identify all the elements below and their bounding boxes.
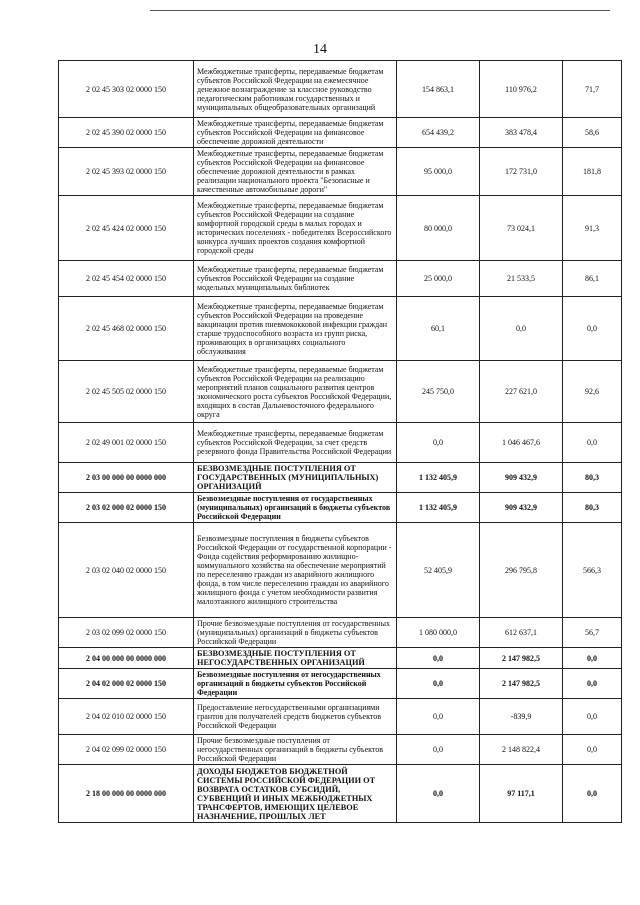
table-row [59, 118, 622, 148]
name-cell: Безвозмездные поступления от государственных (муниципальных) организаций в бюджеты субъектов Российской Федерации [194, 493, 397, 523]
fact-cell: 909 432,9 [480, 463, 563, 493]
plan-cell: 1 132 405,9 [397, 463, 480, 493]
table-row [59, 735, 622, 765]
percent-cell: 86,1 [563, 261, 622, 297]
name-cell: Безвозмездные поступления от негосударственных организаций в бюджеты субъектов Российской Федерации [194, 669, 397, 699]
code-cell: 2 03 02 099 02 0000 150 [59, 618, 194, 648]
plan-cell: 0,0 [397, 669, 480, 699]
name-cell: Прочие безвозмездные поступления от государственных (муниципальных) организаций в бюджеты субъектов Российской Федерации [194, 618, 397, 648]
percent-cell: 92,6 [563, 361, 622, 423]
plan-cell: 0,0 [397, 648, 480, 669]
top-rule [150, 10, 610, 11]
name-cell: Предоставление негосударственными организациями грантов для получателей средств бюджетов субъектов Российской Федерации [194, 699, 397, 735]
percent-cell: 80,3 [563, 463, 622, 493]
table-row [59, 196, 622, 261]
percent-cell: 80,3 [563, 493, 622, 523]
revenue-table [58, 60, 622, 823]
name-cell: БЕЗВОЗМЕЗДНЫЕ ПОСТУПЛЕНИЯ ОТ НЕГОСУДАРСТВЕННЫХ ОРГАНИЗАЦИЙ [194, 648, 397, 669]
plan-cell: 80 000,0 [397, 196, 480, 261]
percent-cell: 181,8 [563, 148, 622, 196]
code-cell: 2 04 02 099 02 0000 150 [59, 735, 194, 765]
fact-cell: 1 046 467,6 [480, 423, 563, 463]
plan-cell: 25 000,0 [397, 261, 480, 297]
name-cell: ДОХОДЫ БЮДЖЕТОВ БЮДЖЕТНОЙ СИСТЕМЫ РОССИЙСКОЙ ФЕДЕРАЦИИ ОТ ВОЗВРАТА ОСТАТКОВ СУБСИДИЙ, СУБВЕНЦИЙ И ИНЫХ МЕЖБЮДЖЕТНЫХ ТРАНСФЕРТОВ, ИМЕЮЩИХ ЦЕЛЕВОЕ НАЗНАЧЕНИЕ, ПРОШЛЫХ ЛЕТ [194, 765, 397, 823]
percent-cell: 0,0 [563, 669, 622, 699]
plan-cell: 0,0 [397, 699, 480, 735]
name-cell: Безвозмездные поступления в бюджеты субъектов Российской Федерации от государственной корпорации - Фонда содействия реформированию жилищно-коммунального хозяйства на обеспечение мероприятий по переселению граждан из аварийного жилищного фонда, в том числе переселению граждан из аварийного жилищного фонда с учетом необходимости развития малоэтажного жилищного строительства [194, 523, 397, 618]
plan-cell: 95 000,0 [397, 148, 480, 196]
code-cell: 2 02 45 454 02 0000 150 [59, 261, 194, 297]
fact-cell: 296 795,8 [480, 523, 563, 618]
name-cell: Межбюджетные трансферты, передаваемые бюджетам субъектов Российской Федерации на ежемесячное денежное вознаграждение за классное руководство педагогическим работникам государственных и муниципальных общеобразовательных организаций [194, 61, 397, 118]
table-row [59, 493, 622, 523]
fact-cell: 97 117,1 [480, 765, 563, 823]
table-row [59, 669, 622, 699]
fact-cell: -839,9 [480, 699, 563, 735]
plan-cell: 245 750,0 [397, 361, 480, 423]
name-cell: Прочие безвозмездные поступления от негосударственных организаций в бюджеты субъектов Российской Федерации [194, 735, 397, 765]
fact-cell: 2 147 982,5 [480, 669, 563, 699]
fact-cell: 383 478,4 [480, 118, 563, 148]
table-body [59, 61, 622, 823]
code-cell: 2 04 02 000 02 0000 150 [59, 669, 194, 699]
code-cell: 2 18 00 000 00 0000 000 [59, 765, 194, 823]
percent-cell: 71,7 [563, 61, 622, 118]
fact-cell: 612 637,1 [480, 618, 563, 648]
fact-cell: 227 621,0 [480, 361, 563, 423]
plan-cell: 0,0 [397, 735, 480, 765]
name-cell: БЕЗВОЗМЕЗДНЫЕ ПОСТУПЛЕНИЯ ОТ ГОСУДАРСТВЕННЫХ (МУНИЦИПАЛЬНЫХ) ОРГАНИЗАЦИЙ [194, 463, 397, 493]
fact-cell: 21 533,5 [480, 261, 563, 297]
code-cell: 2 03 02 000 02 0000 150 [59, 493, 194, 523]
table-row [59, 618, 622, 648]
name-cell: Межбюджетные трансферты, передаваемые бюджетам субъектов Российской Федерации на финансовое обеспечение дорожной деятельности [194, 118, 397, 148]
percent-cell: 0,0 [563, 699, 622, 735]
table-row [59, 297, 622, 361]
plan-cell: 1 080 000,0 [397, 618, 480, 648]
percent-cell: 0,0 [563, 423, 622, 463]
code-cell: 2 03 02 040 02 0000 150 [59, 523, 194, 618]
percent-cell: 0,0 [563, 297, 622, 361]
code-cell: 2 02 45 505 02 0000 150 [59, 361, 194, 423]
percent-cell: 0,0 [563, 765, 622, 823]
code-cell: 2 04 02 010 02 0000 150 [59, 699, 194, 735]
name-cell: Межбюджетные трансферты, передаваемые бюджетам субъектов Российской Федерации, за счет средств резервного фонда Правительства Российской Федерации [194, 423, 397, 463]
code-cell: 2 02 45 303 02 0000 150 [59, 61, 194, 118]
code-cell: 2 02 45 468 02 0000 150 [59, 297, 194, 361]
percent-cell: 91,3 [563, 196, 622, 261]
percent-cell: 58,6 [563, 118, 622, 148]
plan-cell: 154 863,1 [397, 61, 480, 118]
code-cell: 2 02 45 424 02 0000 150 [59, 196, 194, 261]
fact-cell: 0,0 [480, 297, 563, 361]
fact-cell: 73 024,1 [480, 196, 563, 261]
plan-cell: 0,0 [397, 765, 480, 823]
fact-cell: 909 432,9 [480, 493, 563, 523]
table-row [59, 261, 622, 297]
code-cell: 2 04 00 000 00 0000 000 [59, 648, 194, 669]
code-cell: 2 02 45 393 02 0000 150 [59, 148, 194, 196]
fact-cell: 110 976,2 [480, 61, 563, 118]
page-number: 14 [313, 42, 327, 57]
table-row [59, 361, 622, 423]
table-row [59, 765, 622, 823]
percent-cell: 0,0 [563, 648, 622, 669]
plan-cell: 0,0 [397, 423, 480, 463]
percent-cell: 56,7 [563, 618, 622, 648]
table-row [59, 463, 622, 493]
table-row [59, 148, 622, 196]
code-cell: 2 02 45 390 02 0000 150 [59, 118, 194, 148]
name-cell: Межбюджетные трансферты, передаваемые бюджетам субъектов Российской Федерации на создание комфортной городской среды в малых городах и исторических поселениях - победителях Всероссийского конкурса лучших проектов создания комфортной городской среды [194, 196, 397, 261]
fact-cell: 172 731,0 [480, 148, 563, 196]
percent-cell: 0,0 [563, 735, 622, 765]
plan-cell: 60,1 [397, 297, 480, 361]
fact-cell: 2 148 822,4 [480, 735, 563, 765]
code-cell: 2 03 00 000 00 0000 000 [59, 463, 194, 493]
fact-cell: 2 147 982,5 [480, 648, 563, 669]
percent-cell: 566,3 [563, 523, 622, 618]
table-row [59, 523, 622, 618]
plan-cell: 654 439,2 [397, 118, 480, 148]
name-cell: Межбюджетные трансферты, передаваемые бюджетам субъектов Российской Федерации на реализацию мероприятий планов социального развития центров экономического роста субъектов Российской Федерации, входящих в состав Дальневосточного федерального округа [194, 361, 397, 423]
code-cell: 2 02 49 001 02 0000 150 [59, 423, 194, 463]
name-cell: Межбюджетные трансферты, передаваемые бюджетам субъектов Российской Федерации на проведение вакцинации против пневмококковой инфекции граждан старше трудоспособного возраста из групп риска, проживающих в организациях социального обслуживания [194, 297, 397, 361]
name-cell: Межбюджетные трансферты, передаваемые бюджетам субъектов Российской Федерации на финансовое обеспечение дорожной деятельности в рамках реализации национального проекта "Безопасные и качественные автомобильные дороги" [194, 148, 397, 196]
plan-cell: 52 405,9 [397, 523, 480, 618]
table-row [59, 699, 622, 735]
name-cell: Межбюджетные трансферты, передаваемые бюджетам субъектов Российской Федерации на создание модельных муниципальных библиотек [194, 261, 397, 297]
table-row [59, 423, 622, 463]
table-row [59, 61, 622, 118]
plan-cell: 1 132 405,9 [397, 493, 480, 523]
table-row [59, 648, 622, 669]
